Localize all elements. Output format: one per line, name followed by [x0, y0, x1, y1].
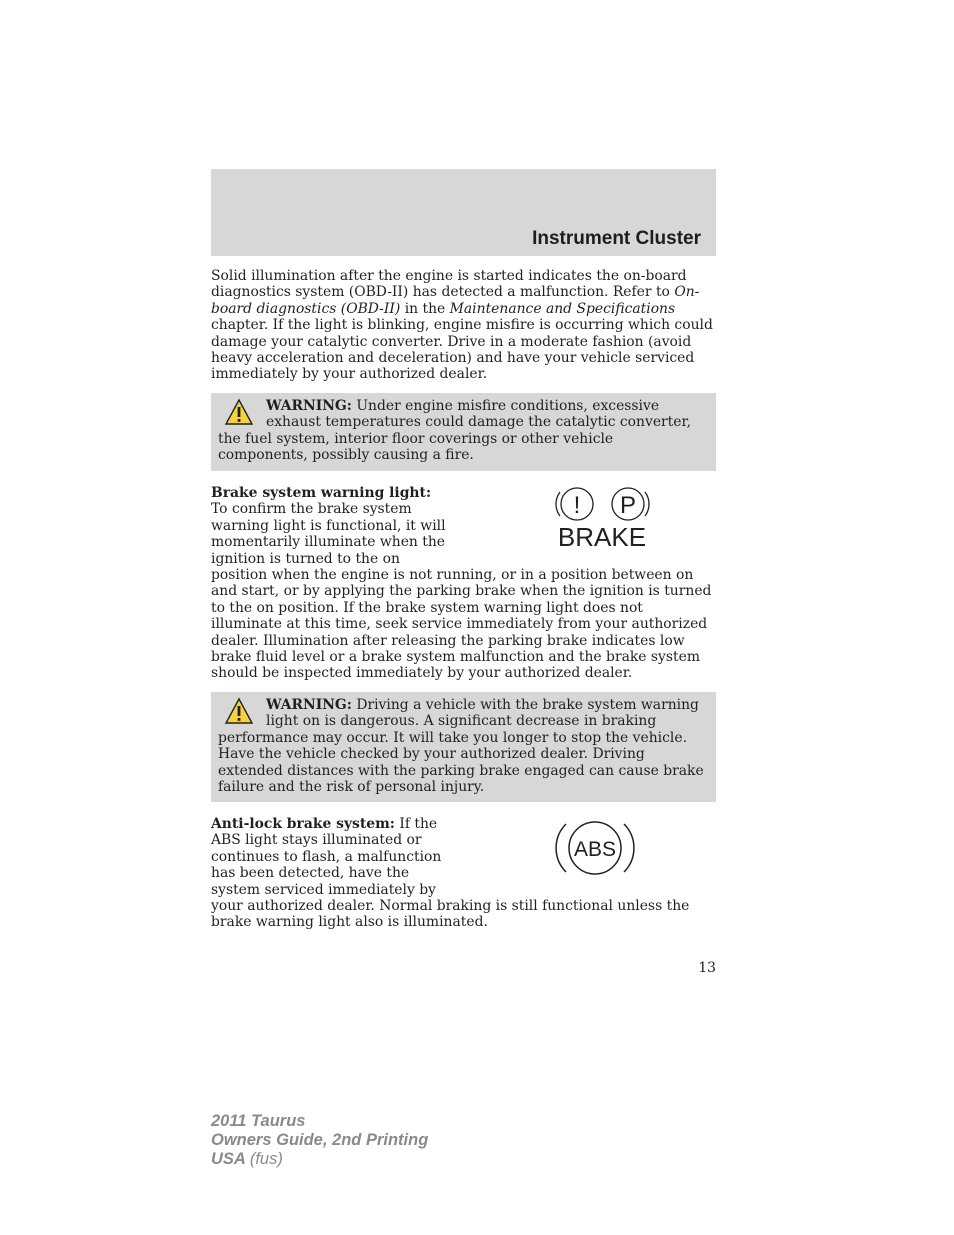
brake-icon-p: P	[619, 492, 637, 519]
chapter-header-band	[211, 169, 716, 256]
brake-title: Brake system warning light:	[211, 485, 432, 501]
page-number: 13	[698, 960, 716, 976]
warning-label: WARNING:	[266, 697, 352, 713]
abs-text: If the ABS light stays illuminated or continues to flash, a malfunction has been detected, have the system serviced immediately by your authorized dealer. Normal braking is still functional unless the brake warning light also is illuminated.	[211, 816, 690, 931]
brake-text: To confirm the brake system warning light is functional, it will momentarily illuminate when the ignition is turned to the on position when the engine is not running, or in a position between on and start, or by applying the parking brake when the ignition is turned to the on position. If the brake system warning light does not illuminate at this time, seek service immediately from your authorized dealer. Illumination after releasing the parking brake indicates low brake fluid level or a brake system malfunction and the brake system should be inspected immediately by your authorized dealer.	[211, 501, 712, 682]
intro-text-3: chapter. If the light is blinking, engine misfire is occurring which could damage your catalytic converter. Drive in a moderate fashion (avoid heavy acceleration and deceleration) and have your vehicle serviced immediately by your authorized dealer.	[211, 317, 713, 383]
footer-region: USA	[211, 1150, 246, 1168]
footer	[211, 1112, 428, 1169]
warning-text: Under engine misfire conditions, excessive exhaust temperatures could damage the catalytic converter, the fuel system, interior floor coverings or other vehicle components, possibly causing a fire.	[218, 398, 692, 464]
footer-line-1: 2011 Taurus	[211, 1112, 306, 1130]
warning-box-misfire	[211, 393, 716, 471]
intro-paragraph	[211, 268, 717, 383]
warning-triangle-icon	[224, 398, 254, 426]
chapter-title: Instrument Cluster	[532, 228, 701, 249]
brake-warning-icon	[462, 485, 717, 565]
maintenance-chapter-reference: Maintenance and Specifications	[449, 300, 676, 317]
footer-line-3	[211, 1150, 428, 1169]
warning-label: WARNING:	[266, 398, 352, 414]
warning-box-brake	[211, 692, 716, 802]
abs-warning-icon	[467, 816, 717, 896]
brake-icon-label: BRAKE	[557, 522, 647, 552]
abs-title: Anti-lock brake system:	[211, 816, 395, 832]
abs-icon-label: ABS	[573, 838, 617, 861]
brake-icon-exclaim: !	[573, 492, 581, 519]
warning-text: Driving a vehicle with the brake system warning light on is dangerous. A significant decrease in braking performance may occur. It will take you longer to stop the vehicle. Have the vehicle checked by your authorized dealer. Driving extended distances with the parking brake engaged can cause brake failure and the risk of personal injury.	[218, 697, 704, 796]
abs-section	[211, 816, 717, 931]
warning-triangle-icon	[224, 697, 254, 725]
footer-line-2: Owners Guide, 2nd Printing	[211, 1131, 429, 1149]
intro-text-2: in the	[400, 300, 450, 317]
obd-reference: On-board diagnostics (OBD-II)	[211, 284, 700, 317]
brake-warning-section	[211, 485, 717, 682]
footer-code: (fus)	[249, 1150, 283, 1168]
intro-text-1: Solid illumination after the engine is started indicates the on-board diagnostics system (OBD-II) has detected a malfunction. Refer to	[211, 268, 687, 301]
